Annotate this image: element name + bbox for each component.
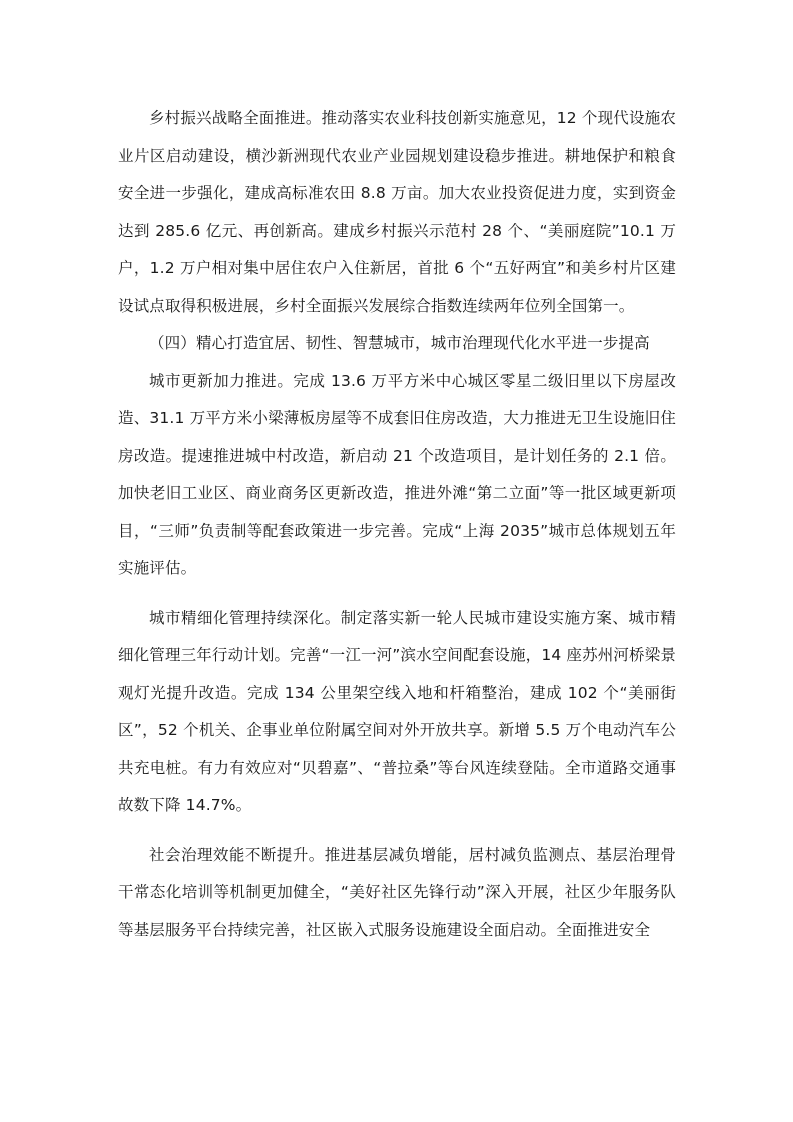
paragraph-rural-revitalization: [118, 100, 676, 325]
paragraph-urban-renewal: 城市更新加力推进。完成 13.6 万平方米中心城区零星二级旧里以下房屋改造、31.1 万平方米小梁薄板房屋等不成套旧住房改造，大力推进无卫生设施旧住房改造。提速推进城中村改造，新启动 21 个改造项目，是计划任务的 2.1 倍。加快老旧工业区、商业商务区更新改造，推进外滩“第二立面”等一批区域更新项目，“三师”负责制等配套政策进一步完善。完成“上海 2035”城市总体规划五年实施评估。: [118, 371, 676, 577]
paragraph-fine-management: 城市精细化管理持续深化。制定落实新一轮人民城市建设实施方案、城市精细化管理三年行动计划。完善“一江一河”滨水空间配套设施，14 座苏州河桥梁景观灯光提升改造。完成 134 公里架空线入地和杆箱整治，建成 102 个“美丽街区”，52 个机关、企事业单位附属空间对外开放共享。新增 5.5 万个电动汽车公共充电桩。有力有效应对“贝碧嘉”、“普拉桑”等台风连续登陆。全市道路交通事故数下降 14.7%。: [118, 608, 676, 814]
paragraph-social-governance: 社会治理效能不断提升。推进基层减负增能，居村减负监测点、基层治理骨干常态化培训等机制更加健全，“美好社区先锋行动”深入开展，社区少年服务队等基层服务平台持续完善，社区嵌入式服务设施建设全面启动。全面推进安全: [118, 845, 676, 939]
paragraph-gap: [118, 588, 676, 600]
paragraph-rural-body: 农业片区启动建设，横沙新洲现代农业产业园规划建设稳步推进。耕地保护和粮食安全进一步强化，建成高标准农田 8.8 万亩。加大农业投资促进力度，实到资金达到 285.6 亿元、再创新高。建成乡村振兴示范村 28 个、“美丽庭院”10.1 万户，1.2 万户相对集中居住农户入住新居，首批 6 个“五好两宜”和美乡村片区建设试点取得积极进展，乡村全面振兴发展综合指数连续两年位列全国第一。: [118, 109, 676, 315]
section-heading: （四）精心打造宜居、韧性、智慧城市，城市治理现代化水平进一步提高: [149, 334, 650, 352]
document-page: [118, 100, 676, 949]
paragraph-rural-lead: 乡村振兴战略全面推进。推动落实农业科技创新实施意见，12 个现代设施: [149, 109, 661, 127]
paragraph-gap: [118, 825, 676, 837]
